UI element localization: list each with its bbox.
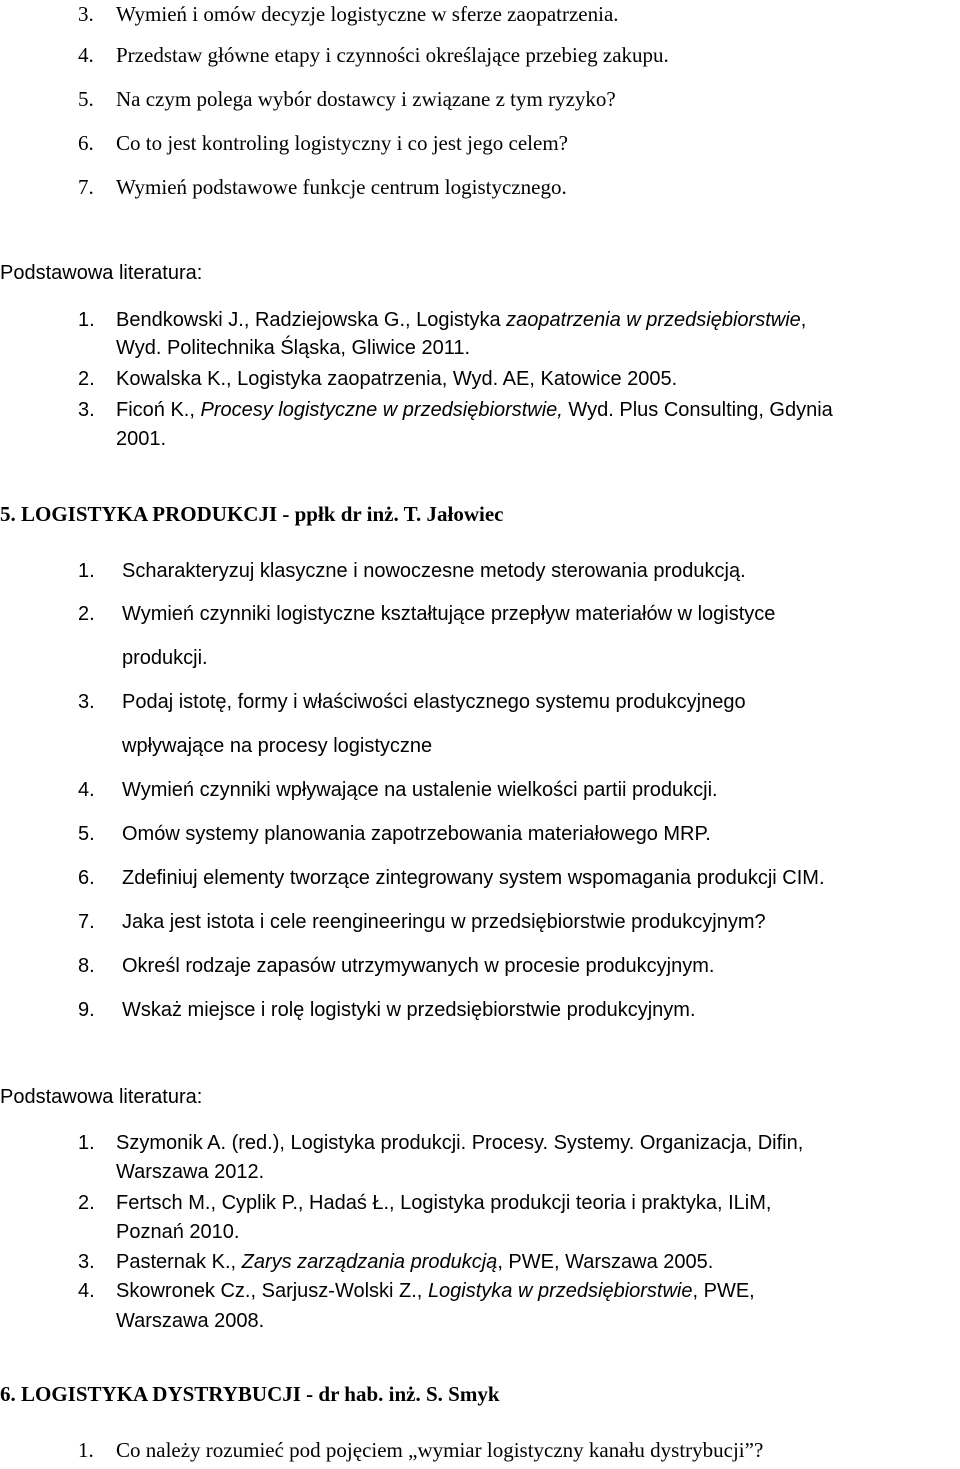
question-text: Przedstaw główne etapy i czynności określające przebieg zakupu. xyxy=(116,43,669,67)
list-number: 3. xyxy=(78,399,95,421)
list-number: 4. xyxy=(78,43,94,67)
question-text: Zdefiniuj elementy tworzące zintegrowany system wspomagania produkcji CIM. xyxy=(122,867,825,889)
list-number: 6. xyxy=(78,867,95,889)
literature-entry-cont: Wyd. Politechnika Śląska, Gliwice 2011. xyxy=(116,337,471,359)
literature-entry-cont: Warszawa 2008. xyxy=(116,1310,265,1332)
question-text: Wymień i omów decyzje logistyczne w sferze zaopatrzenia. xyxy=(116,2,619,26)
question-text: Wskaż miejsce i rolę logistyki w przedsiębiorstwie produkcyjnym. xyxy=(122,999,696,1021)
literature-entry: Ficoń K., Procesy logistyczne w przedsiębiorstwie, Wyd. Plus Consulting, Gdynia xyxy=(116,399,833,421)
list-number: 1. xyxy=(78,309,95,331)
list-number: 3. xyxy=(78,691,95,713)
literature-entry: Szymonik A. (red.), Logistyka produkcji. Procesy. Systemy. Organizacja, Difin, xyxy=(116,1132,804,1154)
question-text: Co należy rozumieć pod pojęciem „wymiar logistyczny kanału dystrybucji”? xyxy=(116,1438,764,1462)
question-text: Na czym polega wybór dostawcy i związane z tym ryzyko? xyxy=(116,87,616,111)
question-text: Określ rodzaje zapasów utrzymywanych w procesie produkcyjnym. xyxy=(122,955,715,977)
question-text-cont: produkcji. xyxy=(122,647,208,669)
list-number: 1. xyxy=(78,1438,94,1462)
question-text: Wymień czynniki logistyczne kształtujące przepływ materiałów w logistyce xyxy=(122,603,776,625)
question-text-cont: wpływające na procesy logistyczne xyxy=(122,735,433,757)
list-number: 2. xyxy=(78,603,95,625)
question-text: Wymień podstawowe funkcje centrum logistycznego. xyxy=(116,175,567,199)
literature-entry-cont: 2001. xyxy=(116,428,167,450)
question-text: Jaka jest istota i cele reengineeringu w przedsiębiorstwie produkcyjnym? xyxy=(122,911,766,933)
list-number: 7. xyxy=(78,911,95,933)
question-text: Podaj istotę, formy i właściwości elastycznego systemu produkcyjnego xyxy=(122,691,746,713)
section-heading: 5. LOGISTYKA PRODUKCJI - ppłk dr inż. T. Jałowiec xyxy=(0,502,504,526)
list-number: 2. xyxy=(78,1192,95,1214)
list-number: 5. xyxy=(78,87,94,111)
section-heading: 6. LOGISTYKA DYSTRYBUCJI - dr hab. inż. S. Smyk xyxy=(0,1382,500,1406)
literature-entry: Fertsch M., Cyplik P., Hadaś Ł., Logistyka produkcji teoria i praktyka, ILiM, xyxy=(116,1192,772,1214)
list-number: 9. xyxy=(78,999,95,1021)
list-number: 4. xyxy=(78,779,95,801)
literature-entry-cont: Warszawa 2012. xyxy=(116,1161,265,1183)
question-text: Omów systemy planowania zapotrzebowania materiałowego MRP. xyxy=(122,823,711,845)
list-number: 8. xyxy=(78,955,95,977)
list-number: 1. xyxy=(78,560,95,582)
literature-entry: Kowalska K., Logistyka zaopatrzenia, Wyd. AE, Katowice 2005. xyxy=(116,368,678,390)
list-number: 6. xyxy=(78,131,94,155)
literature-heading: Podstawowa literatura: xyxy=(0,262,203,284)
list-number: 1. xyxy=(78,1132,95,1154)
list-number: 3. xyxy=(78,1251,95,1273)
list-number: 3. xyxy=(78,2,94,26)
literature-heading: Podstawowa literatura: xyxy=(0,1086,203,1108)
literature-entry: Bendkowski J., Radziejowska G., Logistyka zaopatrzenia w przedsiębiorstwie, xyxy=(116,309,807,331)
literature-entry-cont: Poznań 2010. xyxy=(116,1221,240,1243)
list-number: 7. xyxy=(78,175,94,199)
literature-entry: Skowronek Cz., Sarjusz-Wolski Z., Logistyka w przedsiębiorstwie, PWE, xyxy=(116,1280,755,1302)
list-number: 5. xyxy=(78,823,95,845)
question-text: Wymień czynniki wpływające na ustalenie wielkości partii produkcji. xyxy=(122,779,718,801)
question-text: Co to jest kontroling logistyczny i co jest jego celem? xyxy=(116,131,568,155)
literature-entry: Pasternak K., Zarys zarządzania produkcją, PWE, Warszawa 2005. xyxy=(116,1251,714,1273)
question-text: Scharakteryzuj klasyczne i nowoczesne metody sterowania produkcją. xyxy=(122,560,746,582)
list-number: 4. xyxy=(78,1280,95,1302)
list-number: 2. xyxy=(78,368,95,390)
